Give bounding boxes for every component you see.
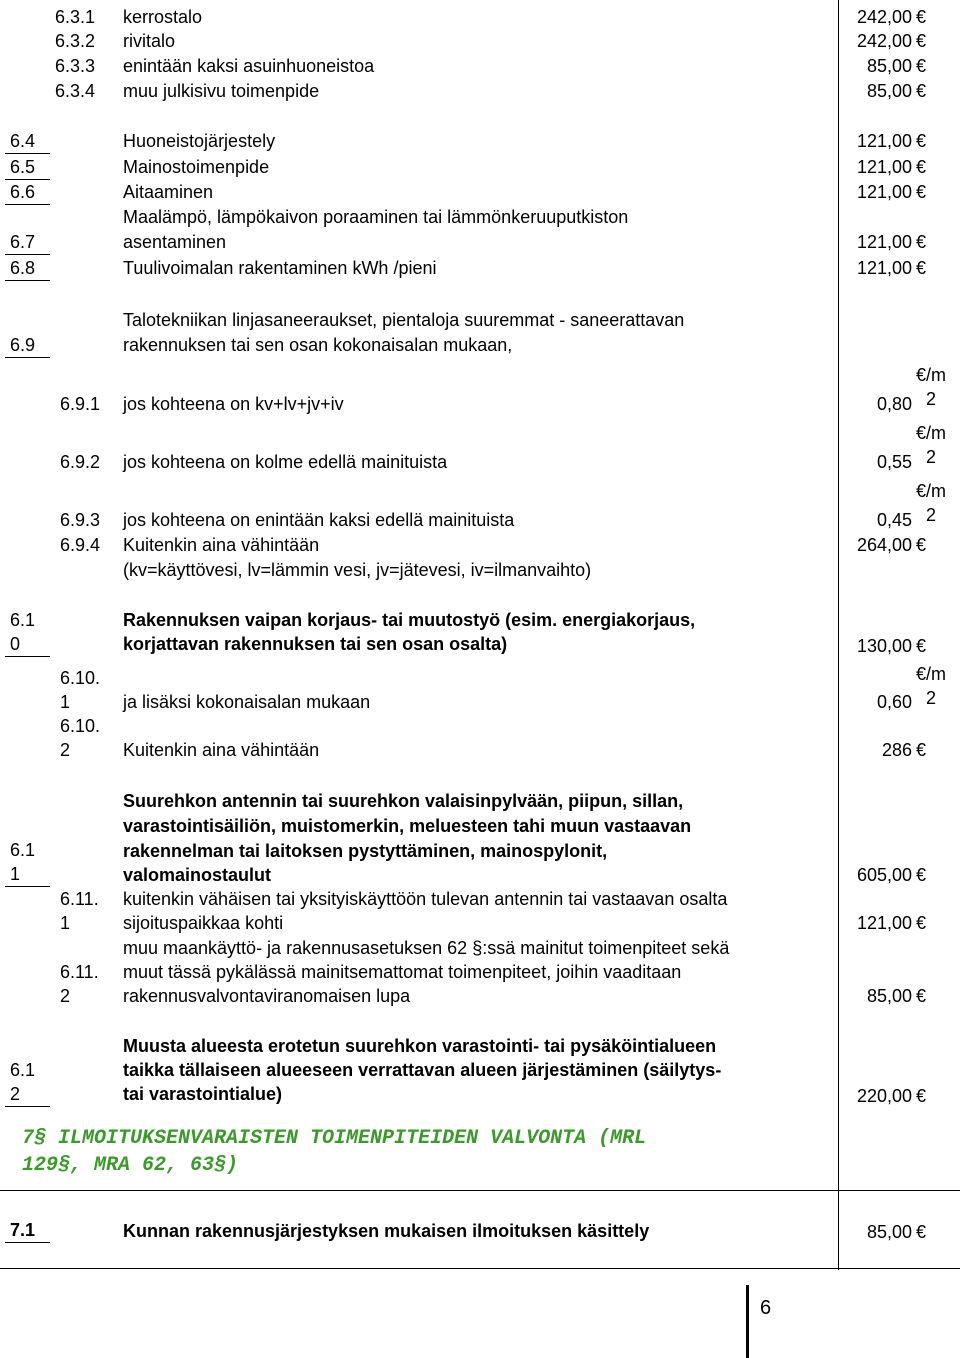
euro-icon: € — [916, 232, 927, 252]
euro-icon: € — [916, 131, 927, 151]
page-number: 6 — [760, 1297, 772, 1319]
euro-icon: € — [916, 1086, 927, 1106]
row-label: Tuulivoimalan rakentaminen kWh /pieni — [123, 258, 437, 278]
row-label: enintään kaksi asuinhuoneistoa — [123, 56, 375, 76]
row-label: tai varastointialue) — [123, 1084, 283, 1104]
euro-icon: € — [916, 865, 927, 885]
row-label: korjattavan rakennuksen tai sen osan osalta) — [123, 634, 508, 654]
per-m2-exponent: 2 — [926, 688, 937, 708]
row-amount: 121,00 — [856, 913, 912, 933]
row-amount: 0,60 — [876, 692, 912, 712]
row-label: jos kohteena on kolme edellä mainituista — [123, 452, 448, 472]
row-label: kerrostalo — [123, 7, 203, 27]
row-num: 6.9.4 — [60, 535, 101, 555]
row-num: 6.1 — [10, 1060, 36, 1080]
euro-icon: € — [916, 913, 927, 933]
row-label: Huoneistojärjestely — [123, 131, 276, 151]
row-num: 6.11. — [60, 962, 99, 982]
row-num-underline — [5, 254, 50, 255]
row-label: valomainostaulut — [123, 865, 272, 885]
row-num: 2 — [60, 740, 71, 760]
row-num: 6.7 — [10, 232, 36, 252]
euro-icon: € — [916, 664, 927, 684]
euro-icon: € — [916, 481, 927, 501]
row-amount: 242,00 — [856, 31, 912, 51]
euro-icon: € — [916, 258, 927, 278]
row-label: Suurehkon antennin tai suurehkon valaisinpylvään, piipun, sillan, — [123, 791, 684, 811]
euro-icon: € — [916, 535, 927, 555]
section-divider — [0, 1190, 960, 1191]
row-num: 6.3.4 — [55, 81, 96, 101]
row-label: muut tässä pykälässä mainitsemattomat toimenpiteet, joihin vaaditaan — [123, 962, 682, 982]
row-num-underline — [5, 153, 50, 154]
euro-icon: € — [916, 81, 927, 101]
row-num-underline — [5, 280, 50, 281]
row-label: Mainostoimenpide — [123, 157, 270, 177]
per-m2-exponent: 2 — [926, 389, 937, 409]
euro-icon: € — [916, 7, 927, 27]
row-num: 2 — [10, 1084, 21, 1104]
row-amount: 0,45 — [876, 510, 912, 530]
row-num: 6.3.1 — [55, 7, 96, 27]
row-num: 6.3.2 — [55, 31, 96, 51]
section-heading: 129§, MRA 62, 63§) — [22, 1154, 239, 1177]
row-amount: 85,00 — [866, 1222, 912, 1242]
euro-icon: € — [916, 986, 927, 1006]
row-num: 6.9 — [10, 335, 36, 355]
row-num-underline — [5, 886, 50, 887]
row-num-underline — [5, 204, 50, 205]
row-amount: 264,00 — [856, 535, 912, 555]
row-amount: 220,00 — [856, 1086, 912, 1106]
row-label: Aitaaminen — [123, 182, 214, 202]
row-label: rakennuksen tai sen osan kokonaisalan mukaan, — [123, 335, 513, 355]
row-num: 6.5 — [10, 157, 36, 177]
row-num: 6.1 — [10, 840, 36, 860]
row-label: taikka tällaiseen alueeseen verrattavan alueen järjestäminen (säilytys- — [123, 1060, 722, 1080]
per-m2-exponent: 2 — [926, 505, 937, 525]
row-label: muu maankäyttö- ja rakennusasetuksen 62 §:ssä mainitut toimenpiteet sekä — [123, 938, 730, 958]
row-num: 6.9.3 — [60, 510, 101, 530]
row-label: varastointisäiliön, muistomerkin, meluesteen tahi muun vastaavan — [123, 816, 692, 836]
row-amount: 121,00 — [856, 182, 912, 202]
row-amount: 85,00 — [866, 986, 912, 1006]
row-num: 6.9.2 — [60, 452, 101, 472]
euro-icon: € — [916, 56, 927, 76]
row-label: asentaminen — [123, 232, 227, 252]
row-label: kuitenkin vähäisen tai yksityiskäyttöön tulevan antennin tai vastaavan osalta — [123, 889, 728, 909]
row-label: Maalämpö, lämpökaivon poraaminen tai lämmönkeruuputkiston — [123, 207, 629, 227]
row-num: 6.8 — [10, 258, 36, 278]
row-num: 6.10. — [60, 668, 101, 688]
section-heading: 7§ ILMOITUKSENVARAISTEN TOIMENPITEIDEN VALVONTA (MRL — [22, 1127, 647, 1150]
euro-icon: € — [916, 365, 927, 385]
row-num-underline — [5, 357, 50, 358]
row-note: (kv=käyttövesi, lv=lämmin vesi, jv=jätevesi, iv=ilmanvaihto) — [123, 560, 592, 580]
per-m2-unit: €/m — [916, 423, 947, 443]
row-num: 1 — [60, 692, 71, 712]
row-label: rivitalo — [123, 31, 176, 51]
row-label: jos kohteena on kv+lv+jv+iv — [123, 394, 344, 414]
row-num: 7.1 — [10, 1220, 36, 1240]
row-num-underline — [5, 1242, 50, 1243]
row-label: Rakennuksen vaipan korjaus- tai muutostyö (esim. energiakorjaus, — [123, 610, 696, 630]
row-amount: 85,00 — [866, 81, 912, 101]
row-num: 0 — [10, 634, 21, 654]
row-num-underline — [5, 1106, 50, 1107]
row-label: Kuitenkin aina vähintään — [123, 535, 320, 555]
row-num: 2 — [60, 986, 71, 1006]
row-num: 1 — [60, 913, 71, 933]
per-m2-unit: €/m — [916, 481, 947, 501]
row-amount: 121,00 — [856, 258, 912, 278]
row-label: muu julkisivu toimenpide — [123, 81, 320, 101]
row-num: 6.1 — [10, 610, 36, 630]
row-label: ja lisäksi kokonaisalan mukaan — [123, 692, 371, 712]
row-amount: 130,00 — [856, 636, 912, 656]
row-label: Muusta alueesta erotetun suurehkon varastointi- tai pysäköintialueen — [123, 1036, 717, 1056]
euro-icon: € — [916, 157, 927, 177]
row-amount: 242,00 — [856, 7, 912, 27]
row-num: 6.3.3 — [55, 56, 96, 76]
row-label: Talotekniikan linjasaneeraukset, pientaloja suuremmat - saneerattavan — [123, 310, 685, 330]
row-amount: 121,00 — [856, 157, 912, 177]
euro-icon: € — [916, 182, 927, 202]
per-m2-unit: €/m — [916, 664, 947, 684]
row-amount: 286 — [881, 740, 912, 760]
row-amount: 0,80 — [876, 394, 912, 414]
row-amount: 121,00 — [856, 131, 912, 151]
row-num: 6.11. — [60, 889, 99, 909]
euro-icon: € — [916, 31, 927, 51]
euro-icon: € — [916, 1222, 927, 1242]
row-label: Kunnan rakennusjärjestyksen mukaisen ilmoituksen käsittely — [123, 1221, 650, 1241]
row-label: rakennusvalvontaviranomaisen lupa — [123, 986, 411, 1006]
row-label: jos kohteena on enintään kaksi edellä mainituista — [123, 510, 515, 530]
row-amount: 121,00 — [856, 232, 912, 252]
row-amount: 605,00 — [856, 865, 912, 885]
row-num: 1 — [10, 864, 21, 884]
row-label: sijoituspaikkaa kohti — [123, 913, 284, 933]
row-amount: 85,00 — [866, 56, 912, 76]
row-num: 6.10. — [60, 716, 101, 736]
row-num: 6.9.1 — [60, 394, 101, 414]
row-label: rakennelman tai laitoksen pystyttäminen, mainospylonit, — [123, 841, 608, 861]
page-number-bar — [746, 1285, 749, 1358]
euro-icon: € — [916, 636, 927, 656]
table-bottom-border — [0, 1268, 960, 1269]
row-num: 6.6 — [10, 182, 36, 202]
per-m2-unit: €/m — [916, 365, 947, 385]
row-label: Kuitenkin aina vähintään — [123, 740, 320, 760]
row-num: 6.4 — [10, 131, 36, 151]
euro-icon: € — [916, 423, 927, 443]
row-num-underline — [5, 656, 50, 657]
euro-icon: € — [916, 740, 927, 760]
row-amount: 0,55 — [876, 452, 912, 472]
per-m2-exponent: 2 — [926, 447, 937, 467]
